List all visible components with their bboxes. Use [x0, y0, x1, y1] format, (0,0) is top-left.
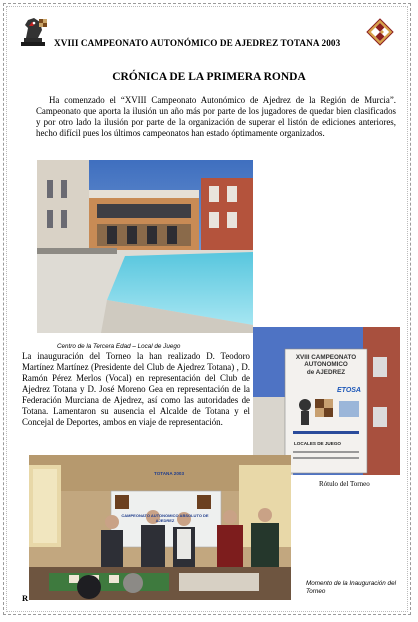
banner-line3: de AJEDREZ: [306, 368, 346, 376]
inauguration-text: La inauguración del Torneo la han realizado D. Teodoro Martínez Martínez (Presidente del Club de Ajedrez Totana) , D. Ramón Pérez Merlos (Vocal) en representación del Club de Ajedrez Totana y D. José Moreno Gea en representación de la Federación Murciana de Ajedrez, así como las autoridades de Totana. Lamentaron su ausencia el Alcalde de Totana y el Concejal de Deportes, ambos en viaje de representación.: [22, 351, 250, 428]
intro-text: Ha comenzado el “XVIII Campeonato Autonómico de Ajedrez de la Región de Murcia”. Campeonato que aporta la ilusión un año más por parte de los jugadores de quedar bien clasificados y por otro lado la ilusión por parte de la organización de superar el listón de ediciones anteriores, hecho difícil pues los últimos campeonatos han estado óptimamente organizados.: [36, 95, 396, 139]
banner-line2: AUTONOMICO: [304, 361, 348, 369]
banner-sponsor: ETOSA: [337, 387, 361, 394]
photo3-banner-year: TOTANA 2003: [153, 471, 185, 476]
chess-knight-logo-icon: [19, 16, 49, 48]
building-pool-photo: [37, 160, 253, 333]
inauguration-paragraph: [22, 351, 250, 428]
photo1-caption: Centro de la Tercera Edad – Local de Juego: [57, 343, 181, 350]
tournament-banner-photo: [253, 327, 400, 475]
banner-footer: LOCALES DE JUEGO: [294, 441, 341, 446]
banner-line1: XVIII CAMPEONATO: [295, 354, 357, 361]
cut-off-text-fragment: R: [22, 593, 29, 603]
page-header: XVIII CAMPEONATO AUTONÓMICO DE AJEDREZ TOTANA 2003: [54, 38, 341, 48]
photo3-caption: Momento de la Inauguración del Torneo: [306, 580, 396, 595]
inauguration-photo: [29, 455, 291, 600]
intro-paragraph: [36, 95, 396, 139]
photo2-caption: Rótulo del Torneo: [319, 480, 370, 488]
photo3-banner-title: CAMPEONATO AUTONOMICO ABSOLUTO DE AJEDREZ: [121, 513, 209, 523]
page-title: CRÓNICA DE LA PRIMERA RONDA: [112, 71, 306, 83]
chessboard-emblem-icon: [366, 18, 394, 46]
banner-background: [253, 327, 400, 475]
